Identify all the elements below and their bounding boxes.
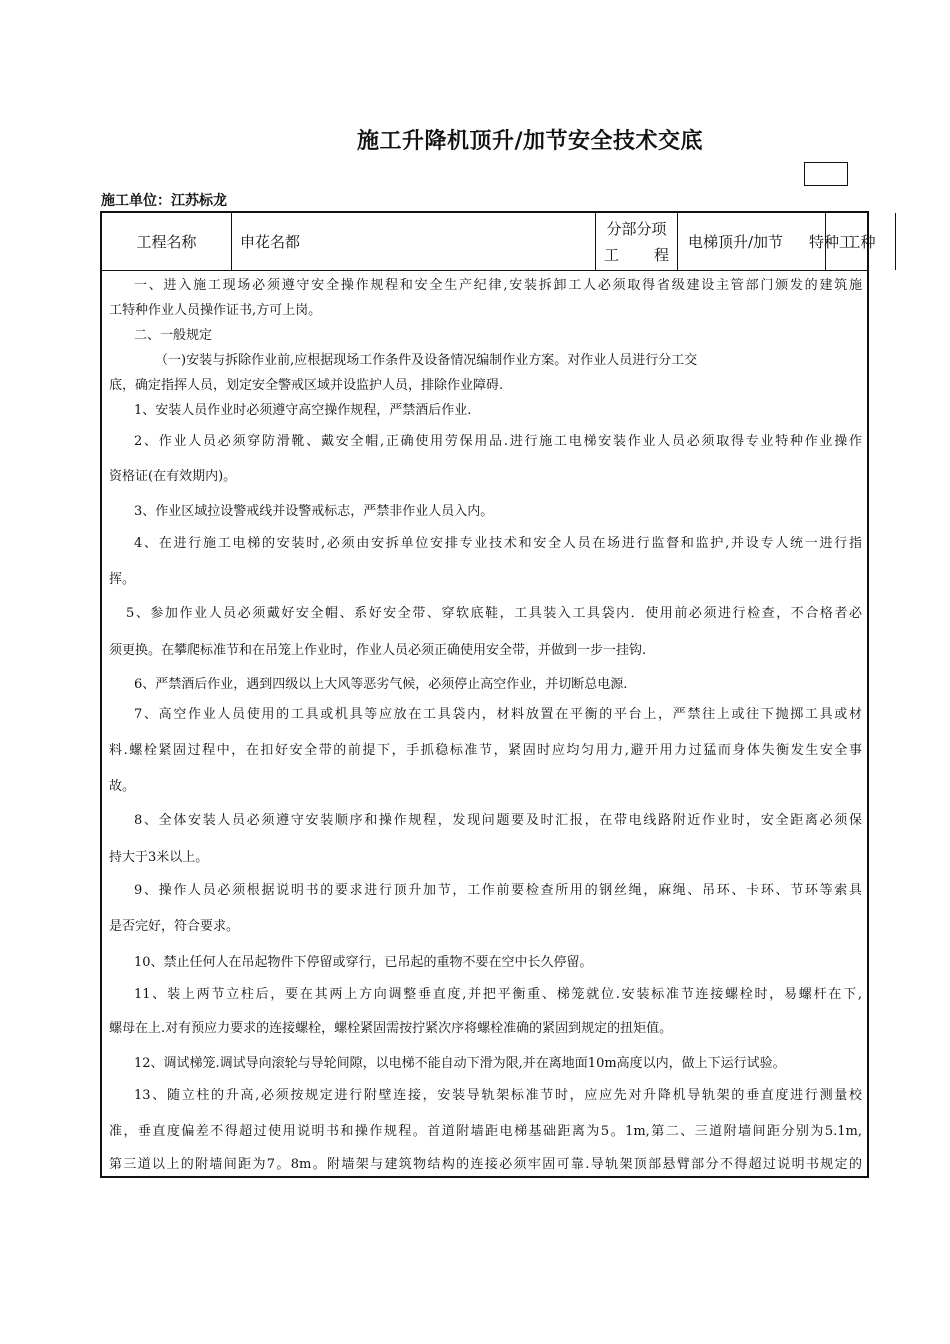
content-line: 料.螺栓紧固过程中，在扣好安全带的前提下，手抓稳标准节，紧固时应均匀用力,避开用力过猛而身体失衡发生安全事 bbox=[109, 743, 862, 758]
content-line: 须更换。在攀爬标准节和在吊笼上作业时，作业人员必须正确使用安全带，并做到一步一挂钩. bbox=[109, 643, 647, 658]
sub-project-label bbox=[596, 213, 678, 270]
content-line: 13、随立柱的升高,必须按规定进行附壁连接，安装导轨架标准节时，应应先对升降机导轨架的垂直度进行测量校 bbox=[134, 1088, 862, 1103]
sub-project-label-line1: 分部分项 bbox=[606, 219, 667, 238]
sub-project-label-char-a: 工 bbox=[604, 245, 620, 264]
content-line: 2、作业人员必须穿防滑靴、戴安全帽,正确使用劳保用品.进行施工电梯安装作业人员必须取得专业特种作业操作 bbox=[134, 434, 862, 449]
sub-project-label-line2 bbox=[600, 242, 673, 268]
disclosure-table bbox=[100, 211, 876, 1178]
content-line: 5、参加作业人员必须戴好安全帽、系好安全带、穿软底鞋，工具装入工具袋内．使用前必须进行检查，不合格者必 bbox=[126, 606, 862, 621]
content-line: 螺母在上.对有预应力要求的连接螺栓，螺栓紧固需按拧紧次序将螺栓准确的紧固到规定的扭矩值。 bbox=[109, 1021, 673, 1036]
sub-project-value: 电梯顶升/加节 bbox=[678, 213, 826, 270]
trade-value: 特种工 bbox=[808, 233, 854, 251]
content-line: 11、装上两节立柱后，要在其两上方向调整垂直度,并把平衡重、梯笼就位.安装标准节连接螺栓时，易螺杆在下, bbox=[134, 987, 862, 1002]
content-line: 7、高空作业人员使用的工具或机具等应放在工具袋内，材料放置在平衡的平台上，严禁往上或往下抛掷工具或材 bbox=[134, 707, 862, 722]
sub-project-label-char-b: 程 bbox=[653, 245, 669, 264]
content-line: （一)安装与拆除作业前,应根据现场工作条件及设备情况编制作业方案。对作业人员进行分工交 bbox=[155, 353, 698, 368]
content-line: 9、操作人员必须根据说明书的要求进行顶升加节，工作前要检查所用的钢丝绳，麻绳、吊环、卡环、节环等索具 bbox=[134, 883, 862, 898]
construction-unit: 施工单位：江苏标龙 bbox=[101, 193, 227, 209]
content-line: 一、进入施工现场必须遵守安全操作规程和安全生产纪律,安装拆卸工人必须取得省级建设主管部门颁发的建筑施 bbox=[134, 278, 862, 293]
document-title: 施工升降机顶升/加节安全技术交底 bbox=[356, 129, 704, 154]
content-line: 6、严禁酒后作业，遇到四级以上大风等恶劣气候，必须停止高空作业，并切断总电源. bbox=[134, 677, 628, 692]
content-line: 第三道以上的附墙间距为7。8m。附墙架与建筑物结构的连接必须牢固可靠.导轨架顶部悬臂部分不得超过说明书规定的 bbox=[109, 1157, 862, 1172]
content-line: 1、安装人员作业时必须遵守高空操作规程，严禁酒后作业. bbox=[134, 403, 472, 418]
content-line: 8、全体安装人员必须遵守安装顺序和操作规程，发现问题要及时汇报，在带电线路附近作业时，安全距离必须保 bbox=[134, 813, 862, 828]
content-line: 挥。 bbox=[109, 572, 136, 587]
trade-label: 工种 bbox=[826, 213, 896, 270]
content-line: 是否完好，符合要求。 bbox=[109, 919, 240, 934]
content-line: 资格证(在有效期内)。 bbox=[109, 469, 237, 484]
content-line: 底，确定指挥人员，划定安全警戒区域并设监护人员，排除作业障碍. bbox=[109, 378, 504, 393]
content-line: 4、在进行施工电梯的安装时,必须由安拆单位安排专业技术和安全人员在场进行监督和监护,并设专人统一进行指 bbox=[134, 536, 862, 551]
content-line: 准，垂直度偏差不得超过使用说明书和操作规程。首道附墙距电梯基础距离为5。1m,第二、三道附墙间距分别为5.1m, bbox=[109, 1124, 862, 1139]
content-line: 持大于3米以上。 bbox=[109, 850, 209, 865]
content-line: 工特种作业人员操作证书,方可上岗。 bbox=[109, 303, 322, 318]
document-number-box bbox=[804, 162, 848, 186]
content-line: 二、一般规定 bbox=[134, 328, 213, 343]
project-name-label: 工程名称 bbox=[102, 213, 232, 270]
content-line: 3、作业区域拉设警戒线并设警戒标志，严禁非作业人员入内。 bbox=[134, 504, 494, 519]
project-name-value: 申花名都 bbox=[232, 213, 596, 270]
table-header-row bbox=[102, 213, 876, 271]
content-line: 12、调试梯笼.调试导向滚轮与导轮间隙，以电梯不能自动下滑为限,并在离地面10m高度以内，做上下运行试验。 bbox=[134, 1056, 786, 1071]
content-line: 10、禁止任何人在吊起物件下停留或穿行，已吊起的重物不要在空中长久停留。 bbox=[134, 955, 593, 970]
content-line: 故。 bbox=[109, 779, 136, 794]
